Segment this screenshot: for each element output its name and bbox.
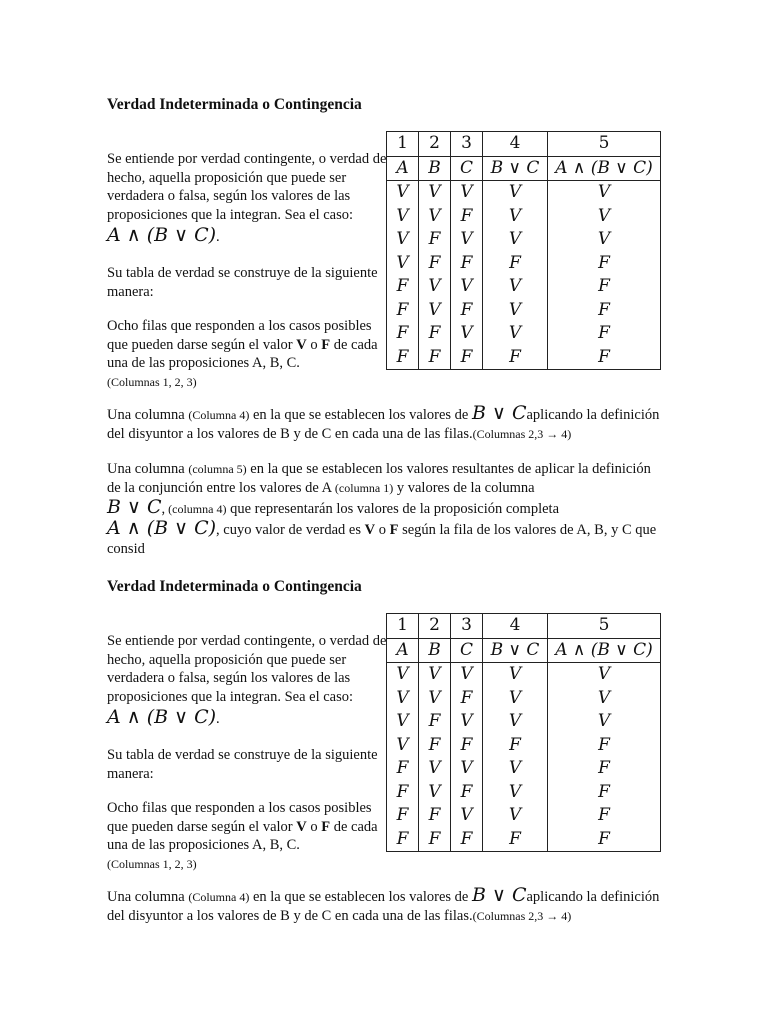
- table-cell: F: [451, 205, 483, 229]
- table-cell: V: [483, 687, 548, 711]
- table-cell: V: [483, 757, 548, 781]
- table-cell: V: [419, 299, 451, 323]
- ocho-f: F: [321, 336, 331, 353]
- col5-small1: (columna 5): [188, 462, 247, 476]
- col-number: 4: [483, 614, 548, 639]
- col-number: 2: [419, 132, 451, 157]
- col-header: B ∨ C: [483, 638, 548, 663]
- table-cell: V: [451, 663, 483, 687]
- col5-pre: Una columna: [107, 461, 189, 477]
- table-cell: V: [548, 663, 661, 687]
- table-row: [387, 322, 661, 346]
- table-cell: V: [483, 275, 548, 299]
- col-number: 5: [548, 614, 661, 639]
- table-cell: F: [419, 734, 451, 758]
- table-cell: F: [419, 252, 451, 276]
- table-row: [387, 205, 661, 229]
- table-cell: V: [483, 228, 548, 252]
- table-number-row: [387, 614, 661, 639]
- table-cell: V: [451, 757, 483, 781]
- table-cell: V: [483, 781, 548, 805]
- table-cell: F: [451, 299, 483, 323]
- table-cell: F: [451, 346, 483, 370]
- ocho-post: de cada una de las proposiciones A, B, C.: [107, 336, 378, 371]
- table-cell: F: [548, 757, 661, 781]
- formula: A ∧ (B ∨ C): [107, 706, 217, 728]
- table-cell: F: [451, 252, 483, 276]
- ocho-o: o: [306, 336, 322, 353]
- col5-comma: ,: [161, 501, 166, 517]
- section-left-text: [107, 150, 387, 391]
- ocho-f: F: [321, 818, 331, 835]
- col5-paragraph: [107, 460, 667, 559]
- table-cell: V: [483, 299, 548, 323]
- col-number: 1: [387, 614, 419, 639]
- section-title: Verdad Indeterminada o Contingencia: [107, 578, 362, 595]
- col4-post: aplicando la definición del disyuntor a los valores de B y de C en cada una de las filas.: [107, 889, 660, 924]
- table-cell: F: [387, 828, 419, 852]
- col-header: C: [451, 638, 483, 663]
- table-row: [387, 710, 661, 734]
- table-row: [387, 781, 661, 805]
- col5-small2: (columna 1): [334, 481, 394, 495]
- table-cell: F: [387, 781, 419, 805]
- table-cell: F: [419, 346, 451, 370]
- table-cell: F: [451, 687, 483, 711]
- table-cell: V: [387, 663, 419, 687]
- table-cell: F: [451, 781, 483, 805]
- col4-small-end: (Columnas 2,3 → 4): [472, 909, 572, 923]
- col-header: A: [387, 156, 419, 181]
- table-cell: F: [548, 299, 661, 323]
- table-cell: V: [548, 687, 661, 711]
- table-cell: V: [387, 181, 419, 205]
- table-cell: F: [419, 804, 451, 828]
- intro-text: Se entiende por verdad contingente, o verdad de hecho, aquella proposición que puede ser verdadera o falsa, según los valores de las proposiciones que la integran. Sea el caso:: [107, 633, 387, 705]
- table-cell: F: [451, 734, 483, 758]
- table-cell: V: [387, 252, 419, 276]
- ocho-post: de cada una de las proposiciones A, B, C.: [107, 818, 378, 853]
- table-header-row: [387, 638, 661, 663]
- col-header: B: [419, 638, 451, 663]
- col4-pre: Una columna: [107, 407, 189, 423]
- col5-t5: según la fila de los valores de A, B, y C que consid: [107, 522, 657, 557]
- table-row: [387, 299, 661, 323]
- col5-t4: , cuyo valor de verdad es: [216, 522, 365, 538]
- table-row: [387, 687, 661, 711]
- table-cell: V: [419, 781, 451, 805]
- col4-small-end: (Columnas 2,3 → 4): [472, 427, 572, 441]
- table-cell: F: [387, 299, 419, 323]
- table-cell: V: [419, 181, 451, 205]
- table-cell: V: [483, 710, 548, 734]
- table-row: [387, 663, 661, 687]
- col-number: 1: [387, 132, 419, 157]
- col4-formula: B ∨ C: [472, 402, 527, 424]
- col-number: 4: [483, 132, 548, 157]
- table-cell: V: [483, 663, 548, 687]
- col-number: 3: [451, 132, 483, 157]
- formula-end: .: [216, 229, 220, 245]
- col5-formula1: B ∨ C: [107, 496, 162, 518]
- table-cell: V: [387, 228, 419, 252]
- table-cell: F: [387, 346, 419, 370]
- formula-line: [107, 706, 387, 730]
- col4-post: aplicando la definición del disyuntor a los valores de B y de C en cada una de las filas.: [107, 407, 660, 442]
- ocho-cols: (Columnas 1, 2, 3): [107, 374, 197, 389]
- col5-formula2: A ∧ (B ∨ C): [107, 517, 217, 539]
- table-cell: V: [483, 322, 548, 346]
- table-cell: V: [451, 322, 483, 346]
- table-cell: F: [548, 275, 661, 299]
- table-row: [387, 734, 661, 758]
- table-header-row: [387, 156, 661, 181]
- table-row: [387, 828, 661, 852]
- table-row: [387, 181, 661, 205]
- table-cell: V: [451, 710, 483, 734]
- table-cell: F: [419, 828, 451, 852]
- col5-t2: y valores de la columna: [393, 480, 535, 496]
- table-cell: V: [387, 734, 419, 758]
- ocho-o: o: [306, 818, 322, 835]
- table-cell: V: [451, 275, 483, 299]
- col-header: A ∧ (B ∨ C): [548, 156, 661, 181]
- ocho-text: [107, 317, 387, 391]
- table-cell: F: [548, 781, 661, 805]
- col4-small: (Columna 4): [188, 408, 250, 422]
- col5-v: V: [364, 522, 376, 538]
- truth-table: [386, 613, 661, 852]
- table-cell: F: [548, 828, 661, 852]
- ocho-v: V: [296, 336, 307, 353]
- table-cell: V: [419, 205, 451, 229]
- table-cell: F: [387, 275, 419, 299]
- ocho-text: [107, 799, 387, 873]
- ocho-cols: (Columnas 1, 2, 3): [107, 856, 197, 871]
- ocho-pre: Ocho filas que responden a los casos posibles que pueden darse según el valor: [107, 318, 372, 353]
- table-cell: F: [548, 734, 661, 758]
- table-cell: V: [548, 228, 661, 252]
- table-cell: V: [387, 687, 419, 711]
- col-header: A: [387, 638, 419, 663]
- table-cell: V: [548, 205, 661, 229]
- table-cell: V: [483, 181, 548, 205]
- table-cell: F: [419, 322, 451, 346]
- table-cell: V: [451, 804, 483, 828]
- table-cell: V: [483, 205, 548, 229]
- col-header: B: [419, 156, 451, 181]
- intro-text: Se entiende por verdad contingente, o verdad de hecho, aquella proposición que puede ser verdadera o falsa, según los valores de las proposiciones que la integran. Sea el caso:: [107, 151, 387, 223]
- table-cell: F: [548, 252, 661, 276]
- col-header: C: [451, 156, 483, 181]
- table-cell: V: [387, 710, 419, 734]
- ocho-v: V: [296, 818, 307, 835]
- table-cell: V: [419, 663, 451, 687]
- formula: A ∧ (B ∨ C): [107, 224, 217, 246]
- section-left-text: [107, 632, 387, 873]
- table-cell: F: [483, 734, 548, 758]
- table-row: [387, 252, 661, 276]
- table-row: [387, 804, 661, 828]
- table-cell: F: [387, 322, 419, 346]
- table-row: [387, 346, 661, 370]
- col-number: 2: [419, 614, 451, 639]
- col5-o: o: [375, 522, 390, 538]
- col-header: A ∧ (B ∨ C): [548, 638, 661, 663]
- table-row: [387, 275, 661, 299]
- table-cell: F: [387, 757, 419, 781]
- table-cell: V: [548, 710, 661, 734]
- col4-small: (Columna 4): [188, 890, 250, 904]
- table-cell: F: [548, 346, 661, 370]
- col-header: B ∨ C: [483, 156, 548, 181]
- col-number: 5: [548, 132, 661, 157]
- formula-end: .: [216, 711, 220, 727]
- table-cell: V: [483, 804, 548, 828]
- ocho-pre: Ocho filas que responden a los casos posibles que pueden darse según el valor: [107, 800, 372, 835]
- table-cell: F: [548, 322, 661, 346]
- table-cell: V: [419, 275, 451, 299]
- table-cell: F: [387, 804, 419, 828]
- table-cell: V: [451, 228, 483, 252]
- table-row: [387, 757, 661, 781]
- table-cell: V: [387, 205, 419, 229]
- table-row: [387, 228, 661, 252]
- tabla-text: Su tabla de verdad se construye de la siguiente manera:: [107, 265, 378, 300]
- table-cell: V: [419, 687, 451, 711]
- table-cell: F: [548, 804, 661, 828]
- col4-paragraph: [107, 886, 667, 926]
- col4-formula: B ∨ C: [472, 884, 527, 906]
- table-cell: F: [419, 710, 451, 734]
- truth-table: [386, 131, 661, 370]
- table-cell: F: [451, 828, 483, 852]
- table-cell: V: [419, 757, 451, 781]
- tabla-text: Su tabla de verdad se construye de la siguiente manera:: [107, 747, 378, 782]
- col4-mid: en la que se establecen los valores de: [249, 407, 472, 423]
- col5-f: F: [389, 522, 399, 538]
- col4-mid: en la que se establecen los valores de: [249, 889, 472, 905]
- table-cell: F: [419, 228, 451, 252]
- section-title: Verdad Indeterminada o Contingencia: [107, 96, 362, 113]
- table-cell: F: [483, 346, 548, 370]
- col5-small3: (columna 4): [165, 502, 227, 516]
- col5-t3: que representarán los valores de la proposición completa: [226, 501, 560, 517]
- formula-line: [107, 224, 387, 248]
- col-number: 3: [451, 614, 483, 639]
- col4-paragraph: [107, 404, 667, 444]
- table-number-row: [387, 132, 661, 157]
- col4-pre: Una columna: [107, 889, 189, 905]
- table-cell: V: [451, 181, 483, 205]
- col5-t1: en la que se establecen los valores resultantes de aplicar la definición de la conjunción entre los valores de A: [107, 461, 651, 496]
- table-cell: V: [548, 181, 661, 205]
- table-cell: F: [483, 252, 548, 276]
- table-cell: F: [483, 828, 548, 852]
